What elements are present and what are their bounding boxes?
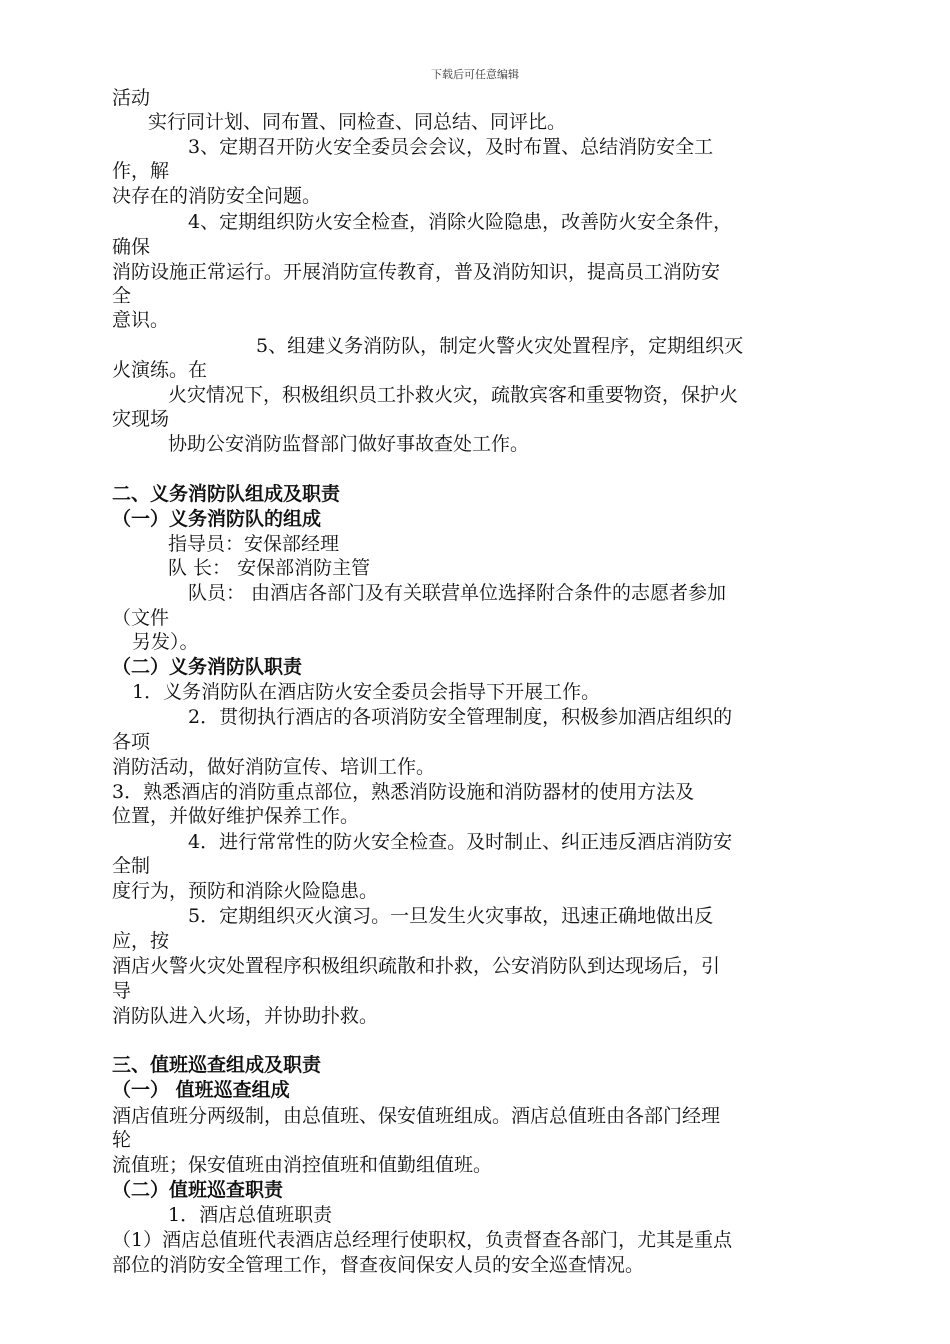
text-line: 消防队进入火场，并协助扑救。 (112, 1005, 379, 1027)
text-line: 确保 (112, 236, 151, 258)
text-line: 3、定期召开防火安全委员会会议，及时布置、总结消防安全工 (188, 136, 714, 158)
subsection-heading: （二）值班巡查职责 (112, 1179, 284, 1201)
text-line: 酒店值班分两级制，由总值班、保安值班组成。酒店总值班由各部门经理 (112, 1105, 721, 1127)
text-line: 轮 (112, 1129, 132, 1151)
text-line: 协助公安消防监督部门做好事故查处工作。 (168, 433, 530, 455)
text-line: 导 (112, 980, 132, 1002)
text-line: 消防设施正常运行。开展消防宣传教育，普及消防知识，提高员工消防安 (112, 261, 721, 283)
text-line: 酒店火警火灾处置程序积极组织疏散和扑救，公安消防队到达现场后，引 (112, 955, 721, 977)
text-line: 作，解 (112, 160, 170, 182)
page-header: 下载后可任意编辑 (431, 68, 519, 81)
text-line: 队 长： 安保部消防主管 (168, 557, 371, 579)
text-line: 3．熟悉酒店的消防重点部位，熟悉消防设施和消防器材的使用方法及 (112, 781, 695, 803)
subsection-heading: （二）义务消防队职责 (112, 656, 303, 678)
text-line: 意识。 (112, 309, 170, 331)
text-line: 2．贯彻执行酒店的各项消防安全管理制度，积极参加酒店组织的 (188, 706, 733, 728)
text-line: （文件 (112, 607, 170, 629)
text-line: 5．定期组织灭火演习。一旦发生火灾事故，迅速正确地做出反 (188, 905, 714, 927)
text-line: 灾现场 (112, 408, 170, 430)
text-line: 1．义务消防队在酒店防火安全委员会指导下开展工作。 (132, 681, 601, 703)
text-line: 决存在的消防安全问题。 (112, 185, 322, 207)
text-line: 指导员：安保部经理 (168, 533, 340, 555)
text-line: 度行为，预防和消除火险隐患。 (112, 880, 379, 902)
text-line: 流值班；保安值班由消控值班和值勤组值班。 (112, 1154, 493, 1176)
text-line: 火灾情况下，积极组织员工扑救火灾，疏散宾客和重要物资，保护火 (168, 384, 739, 406)
section-heading: 三、值班巡查组成及职责 (112, 1054, 322, 1076)
text-line: 各项 (112, 731, 151, 753)
text-line: 消防活动，做好消防宣传、培训工作。 (112, 756, 436, 778)
subsection-heading: （一） 值班巡查组成 (112, 1079, 290, 1101)
text-line: 1．酒店总值班职责 (168, 1204, 333, 1226)
subsection-heading: （一）义务消防队的组成 (112, 508, 322, 530)
text-line: 活动 (112, 87, 151, 109)
text-line: 5、组建义务消防队，制定火警火灾处置程序，定期组织灭 (256, 335, 744, 357)
text-line: 位置，并做好维护保养工作。 (112, 805, 360, 827)
section-heading: 二、义务消防队组成及职责 (112, 483, 341, 505)
text-line: 另发）。 (132, 631, 199, 653)
text-line: 全制 (112, 855, 151, 877)
text-line: 队员： 由酒店各部门及有关联营单位选择附合条件的志愿者参加 (188, 582, 727, 604)
text-line: 火演练。在 (112, 359, 208, 381)
text-line: 应，按 (112, 930, 170, 952)
text-line: 实行同计划、同布置、同检查、同总结、同评比。 (148, 111, 567, 133)
text-line: 部位的消防安全管理工作，督查夜间保安人员的安全巡查情况。 (112, 1254, 645, 1276)
text-line: 4．进行常常性的防火安全检查。及时制止、纠正违反酒店消防安 (188, 831, 733, 853)
text-line: （1）酒店总值班代表酒店总经理行使职权，负责督查各部门，尤其是重点 (112, 1229, 733, 1251)
text-line: 4、定期组织防火安全检查，消除火险隐患，改善防火安全条件， (188, 211, 733, 233)
text-line: 全 (112, 285, 132, 307)
